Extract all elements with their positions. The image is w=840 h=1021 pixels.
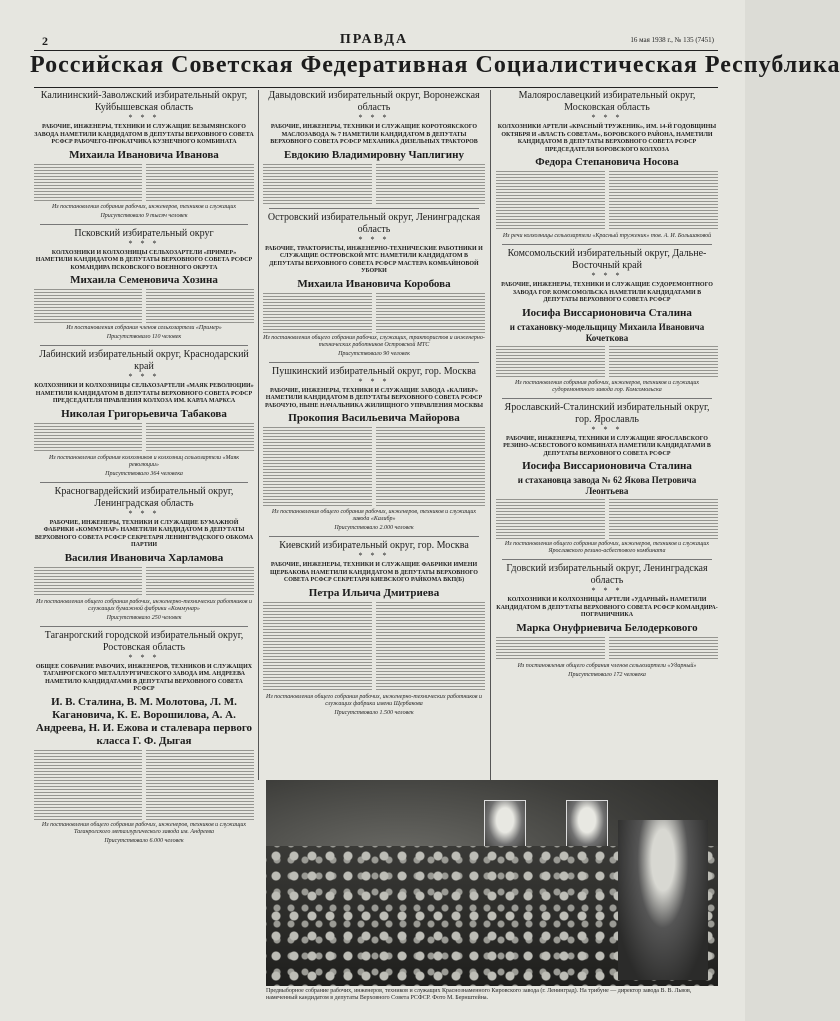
- body-text: [34, 423, 254, 453]
- district-heading: Киевский избирательный округ, гор. Москва: [279, 540, 469, 551]
- notice-lead: РАБОЧИЕ, ИНЖЕНЕРЫ, ТЕХНИКИ И СЛУЖАЩИЕ ЗАВОДА «КАЛИБР» НАМЕТИЛИ КАНДИДАТОМ В ДЕПУТАТЫ ВЕРХОВНОГО СОВЕТА РСФСР РАБОЧУЮ, НЫНЕ НАЧАЛЬНИКА ЖИЛИЩНОГО УПРАВЛЕНИЯ МОСКВЫ: [265, 387, 483, 409]
- rally-photo: [266, 780, 718, 986]
- column-middle: [263, 90, 485, 721]
- text-column: [376, 602, 485, 692]
- section-divider: [269, 362, 479, 363]
- candidate-name: Михаила Семеновича Хозина: [70, 274, 218, 286]
- candidate-name: И. В. Сталина, В. М. Молотова, Л. М. Кагановича, К. Е. Ворошилова, А. А. Андреева, Н. И. Ежова и сталевара первого класса Г. Ф. Дыгая: [35, 695, 253, 747]
- text-column: [34, 289, 142, 323]
- resolution-note: Из постановления общего собрания рабочих, инженеров, техников и служащих завода «Калибр»: [271, 509, 477, 522]
- body-text: [263, 427, 485, 507]
- stars-ornament: * * *: [591, 586, 623, 595]
- body-text: [263, 293, 485, 333]
- district-heading: Давыдовский избирательный округ, Воронежская область: [268, 90, 480, 113]
- notice-lead: РАБОЧИЕ, ИНЖЕНЕРЫ, ТЕХНИКИ И СЛУЖАЩИЕ КОРОТОЯКСКОГО МАСЛОЗАВОДА № 7 НАМЕТИЛИ КАНДИДАТОМ В ДЕПУТАТЫ ВЕРХОВНОГО СОВЕТА РСФСР МЕХАНИКА ДИЗЕЛЬНЫХ ТРАКТОРОВ: [270, 124, 478, 145]
- section-divider: [40, 224, 248, 225]
- text-column: [263, 427, 372, 507]
- notice-lead: РАБОЧИЕ, ИНЖЕНЕРЫ, ТЕХНИКИ И СЛУЖАЩИЕ СУДОРЕМОНТНОГО ЗАВОДА ГОР. КОМСОМОЛЬСКА НАМЕТИЛИ КАНДИДАТАМИ В ДЕПУТАТЫ ВЕРХОВНОГО СОВЕТА РСФСР: [501, 282, 713, 303]
- election-notice: [496, 563, 718, 679]
- text-column: [146, 289, 254, 323]
- column-divider: [490, 90, 491, 780]
- text-column: [376, 427, 485, 507]
- district-heading: Пушкинский избирательный округ, гор. Москва: [272, 365, 476, 377]
- attendance-count: Присутствовало 250 человек: [106, 614, 182, 621]
- attendance-count: Присутствовало 110 человек: [106, 334, 182, 340]
- district-heading: Островский избирательный округ, Ленинградская область: [267, 211, 481, 235]
- candidate-name: Михаила Ивановича Коробова: [297, 277, 451, 290]
- candidate-name: Марка Онуфриевича Белодеркового: [516, 621, 698, 634]
- candidate-name: Петра Ильича Дмитриева: [308, 586, 440, 599]
- attendance-count: Присутствовало 90 человек: [338, 350, 410, 357]
- election-notice: [496, 248, 718, 394]
- section-divider: [40, 626, 248, 627]
- masthead-bar: [34, 34, 714, 48]
- text-column: [609, 637, 718, 661]
- attendance-count: Присутствовало 6.000 человек: [104, 837, 184, 844]
- body-text: [496, 499, 718, 539]
- stars-ornament: * * *: [591, 271, 623, 280]
- resolution-note: Из постановления общего собрания рабочих, служащих, трактористов и инженерно-технических работников Островской МТС: [263, 334, 485, 348]
- stars-ornament: * * *: [591, 424, 623, 434]
- candidate-name: Иосифа Виссарионовича Сталина: [522, 306, 692, 319]
- candidate-name: Федора Степановича Носова: [535, 156, 679, 168]
- district-heading: Калининский-Заволжский избирательный округ, Куйбышевская область: [40, 90, 248, 113]
- resolution-note: Из постановления общего собрания рабочих, инженерно-технических работников и служащих бумажной фабрики «Коммунар»: [36, 598, 252, 612]
- text-column: [376, 164, 485, 204]
- notice-lead: КОЛХОЗНИКИ И КОЛХОЗНИЦЫ СЕЛЬХОЗАРТЕЛИ «МАЯК РЕВОЛЮЦИИ» НАМЕТИЛИ КАНДИДАТОМ В ДЕПУТАТЫ ВЕРХОВНОГО СОВЕТА РСФСР ПРЕДСЕДАТЕЛЯ ПРАВЛЕНИЯ КОЛХОЗА ИМ. КАРЛА МАРКСА: [34, 383, 254, 404]
- text-column: [609, 499, 718, 539]
- stars-ornament: * * *: [358, 376, 390, 386]
- election-notice: [263, 540, 485, 717]
- top-rule: [34, 50, 718, 51]
- election-notice: [34, 228, 254, 342]
- photo-caption: [266, 988, 718, 1002]
- candidate-name: Михаила Ивановича Иванова: [69, 148, 219, 161]
- text-column: [376, 293, 485, 333]
- notice-lead: КОЛХОЗНИКИ АРТЕЛИ «КРАСНЫЙ ТРУЖЕНИК», ИМ. 14-Й ГОДОВЩИНЫ ОКТЯБРЯ И «ВЛАСТЬ СОВЕТАМ», БОРОВСКОГО РАЙОНА, НАМЕТИЛИ КАНДИДАТОМ В ДЕПУТАТЫ ВЕРХОВНОГО СОВЕТА РСФСР ПРЕДСЕДАТЕЛЯ БОРОВСКОГО КОЛХОЗА: [497, 124, 717, 153]
- body-text: [263, 164, 485, 204]
- resolution-note: Из постановления общего собрания рабочих, инженерно-технических работников и служащих фабрики имени Щербакова: [266, 693, 482, 707]
- text-column: [146, 750, 254, 820]
- district-heading: Комсомольский избирательный округ, Дальне-Восточный край: [507, 248, 707, 271]
- notice-lead: РАБОЧИЕ, ИНЖЕНЕРЫ, ТЕХНИКИ И СЛУЖАЩИЕ БЕЗЫМЯНСКОГО ЗАВОДА НАМЕТИЛИ КАНДИДАТОМ В ДЕПУТАТЫ ВЕРХОВНОГО СОВЕТА РСФСР РАБОЧЕГО-ПРОКАТЧИКА КУЗНЕЧНОГО КОМБИНАТА: [34, 124, 254, 145]
- election-notice: [34, 90, 254, 220]
- text-column: [609, 171, 718, 231]
- banner-rule: [34, 87, 718, 88]
- notice-lead: РАБОЧИЕ, ИНЖЕНЕРЫ, ТЕХНИКИ И СЛУЖАЩИЕ ФАБРИКИ ИМЕНИ ЩЕРБАКОВА НАМЕТИЛИ КАНДИДАТОМ В ДЕПУТАТЫ ВЕРХОВНОГО СОВЕТА РСФСР СЕКРЕТАРЯ КИЕВСКОГО РАЙКОМА ВКП(Б): [270, 562, 478, 583]
- resolution-note: Из постановления общего собрания рабочих, инженеров, техников и служащих Таганрогского металлургического завода им. Андреева: [41, 821, 247, 835]
- election-notice: [34, 630, 254, 845]
- resolution-note: Из постановления собрания членов сельхозартели «Пример»: [66, 325, 222, 331]
- body-text: [496, 346, 718, 378]
- notice-lead: КОЛХОЗНИКИ И КОЛХОЗНИЦЫ СЕЛЬХОЗАРТЕЛИ «ПРИМЕР» НАМЕТИЛИ КАНДИДАТОМ В ДЕПУТАТЫ ВЕРХОВНОГО СОВЕТА РСФСР КОМАНДИРА ПСКОВСКОГО ВОЕННОГО ОКРУГА: [35, 249, 253, 271]
- notice-lead: РАБОЧИЕ, ИНЖЕНЕРЫ, ТЕХНИКИ И СЛУЖАЩИЕ ЯРОСЛАВСКОГО РЕЗИНО-АСБЕСТОВОГО КОМБИНАТА НАМЕТИЛИ КАНДИДАТАМИ В ДЕПУТАТЫ ВЕРХОВНОГО СОВЕТА РСФСР: [503, 435, 711, 457]
- election-notice: [496, 402, 718, 556]
- candidate-name: Иосифа Виссарионовича Сталина: [522, 460, 692, 472]
- district-heading: Ярославский-Сталинский избирательный округ, гор. Ярославль: [504, 401, 710, 425]
- section-divider: [40, 482, 248, 483]
- resolution-note: Из постановления собрания рабочих, инженеров, техников и служащих: [51, 203, 237, 210]
- stars-ornament: * * *: [128, 113, 160, 122]
- body-text: [34, 164, 254, 202]
- text-column: [34, 164, 142, 202]
- stars-ornament: * * *: [128, 652, 160, 662]
- text-column: [34, 423, 142, 453]
- photo-caption-text: Предвыборное собрание рабочих, инженеров, техников и служащих Краснознаменного Кировского завода (г. Ленинград). На трибуне — директор завода В. В. Львов, намеченный кандидатом в депутаты Верховного Совета РСФСР.: [266, 988, 692, 1001]
- issue-date: 16 мая 1938 г., № 135 (7451): [630, 36, 714, 44]
- candidate-name: Евдокию Владимировну Чаплигину: [284, 148, 464, 161]
- attendance-count: Присутствовало 364 человека: [105, 470, 183, 477]
- page-number: 2: [42, 34, 48, 48]
- district-heading: Псковский избирательный округ: [74, 227, 214, 239]
- stars-ornament: * * *: [128, 508, 160, 518]
- resolution-note: Из речи колхозницы сельхозартели «Красный труженик» тов. А. И. Большаковой: [502, 233, 712, 239]
- text-column: [34, 750, 142, 820]
- resolution-note: Из постановления собрания рабочих, инженеров, техников и служащих судоремонтного завода гор. Комсомольска: [514, 379, 700, 393]
- stars-ornament: * * *: [591, 113, 623, 122]
- body-text: [34, 750, 254, 820]
- section-divider: [502, 244, 712, 245]
- text-column: [34, 567, 142, 597]
- attendance-count: Присутствовало 9 тысяч человек: [100, 212, 188, 219]
- attendance-count: Присутствовало 172 человека: [568, 671, 646, 678]
- portrait-image: [484, 800, 526, 850]
- section-divider: [269, 536, 479, 537]
- election-notice: [496, 90, 718, 240]
- stars-ornament: * * *: [358, 551, 390, 560]
- section-divider: [502, 559, 712, 560]
- notice-lead: КОЛХОЗНИКИ И КОЛХОЗНИЦЫ АРТЕЛИ «УДАРНЫЙ» НАМЕТИЛИ КАНДИДАТОМ В ДЕПУТАТЫ ВЕРХОВНОГО СОВЕТА РСФСР КОМАНДИРА-ПОГРАНИЧНИКА: [496, 597, 718, 618]
- resolution-note: Из постановления общего собрания членов сельхозартели «Ударный»: [517, 662, 697, 669]
- body-text: [496, 637, 718, 661]
- photo-credit: Фото М. Бернштейна.: [432, 995, 489, 1001]
- text-column: [146, 423, 254, 453]
- text-column: [146, 567, 254, 597]
- notice-lead: РАБОЧИЕ, ИНЖЕНЕРЫ, ТЕХНИКИ И СЛУЖАЩИЕ БУМАЖНОЙ ФАБРИКИ «КОММУНАР» НАМЕТИЛИ КАНДИДАТОМ В ДЕПУТАТЫ ВЕРХОВНОГО СОВЕТА РСФСР СЕКРЕТАРЯ ЛЕНИНГРАДСКОГО ОБКОМА ПАРТИИ: [34, 519, 254, 548]
- stars-ornament: * * *: [358, 234, 390, 244]
- column-left: [34, 90, 254, 849]
- text-column: [609, 346, 718, 378]
- section-divider: [502, 398, 712, 399]
- attendance-count: Присутствовало 2.000 человек: [334, 525, 414, 531]
- district-heading: Таганрогский городской избирательный округ, Ростовская область: [44, 629, 244, 653]
- column-right: [496, 90, 718, 683]
- body-text: [496, 171, 718, 231]
- candidate-name-secondary: и стахановца завода № 62 Якова Петровича Леонтьева: [517, 475, 697, 496]
- text-column: [496, 346, 605, 378]
- stars-ornament: * * *: [358, 113, 390, 122]
- column-divider: [258, 90, 259, 780]
- resolution-note: Из постановления общего собрания рабочих, инженеров, техников и служащих Ярославского резино-асбестового комбината: [504, 541, 710, 554]
- election-notice: [263, 90, 485, 204]
- election-notice: [34, 486, 254, 622]
- notice-lead: РАБОЧИЕ, ТРАКТОРИСТЫ, ИНЖЕНЕРНО-ТЕХНИЧЕСКИЕ РАБОТНИКИ И СЛУЖАЩИЕ ОСТРОВСКОЙ МТС НАМЕТИЛИ КАНДИДАТОМ В ДЕПУТАТЫ ВЕРХОВНОГО СОВЕТА РСФСР МАСТЕРА КОМБАЙНОВОЙ УБОРКИ: [265, 245, 483, 274]
- text-column: [496, 171, 605, 231]
- election-notice: [34, 349, 254, 478]
- candidate-name: Прокопия Васильевича Майорова: [288, 412, 460, 424]
- candidate-name: Николая Григорьевича Табакова: [61, 407, 227, 420]
- notice-lead: ОБЩЕЕ СОБРАНИЕ РАБОЧИХ, ИНЖЕНЕРОВ, ТЕХНИКОВ И СЛУЖАЩИХ ТАГАНРОГСКОГО МЕТАЛЛУРГИЧЕСКОГО ЗАВОДА ИМ. АНДРЕЕВА НАМЕТИЛО КАНДИДАТАМИ В ДЕПУТАТЫ ВЕРХОВНОГО СОВЕТА РСФСР: [35, 663, 253, 692]
- body-text: [34, 289, 254, 323]
- district-heading: Малоярославецкий избирательный округ, Московская область: [518, 90, 696, 113]
- district-heading: Гдовский избирательный округ, Ленинградская область: [506, 563, 708, 586]
- body-text: [263, 602, 485, 692]
- attendance-count: Присутствовало 1.500 человек: [334, 709, 414, 716]
- text-column: [146, 164, 254, 202]
- district-heading: Лабинский избирательный округ, Краснодарский край: [39, 349, 249, 372]
- text-column: [263, 164, 372, 204]
- resolution-note: Из постановления собрания колхозников и колхозниц сельхозартели «Маяк революции»: [48, 454, 240, 468]
- text-column: [263, 293, 372, 333]
- speaker-image: [618, 820, 708, 980]
- section-divider: [40, 345, 248, 346]
- page-banner: Российская Советская Федеративная Социалистическая Республика: [30, 52, 840, 78]
- district-heading: Красногвардейский избирательный округ, Ленинградская область: [54, 485, 234, 509]
- body-text: [34, 567, 254, 597]
- stars-ornament: * * *: [128, 372, 160, 381]
- stars-ornament: * * *: [128, 238, 160, 248]
- candidate-name: Василия Ивановича Харламова: [64, 551, 224, 564]
- portrait-image: [566, 800, 608, 850]
- election-notice: [263, 212, 485, 358]
- candidate-name-secondary: и стахановку-модельщицу Михаила Ивановича Кочеткова: [509, 321, 705, 343]
- election-notice: [263, 366, 485, 533]
- text-column: [496, 499, 605, 539]
- text-column: [496, 637, 605, 661]
- newspaper-title: ПРАВДА: [339, 32, 409, 47]
- section-divider: [269, 208, 479, 209]
- text-column: [263, 602, 372, 692]
